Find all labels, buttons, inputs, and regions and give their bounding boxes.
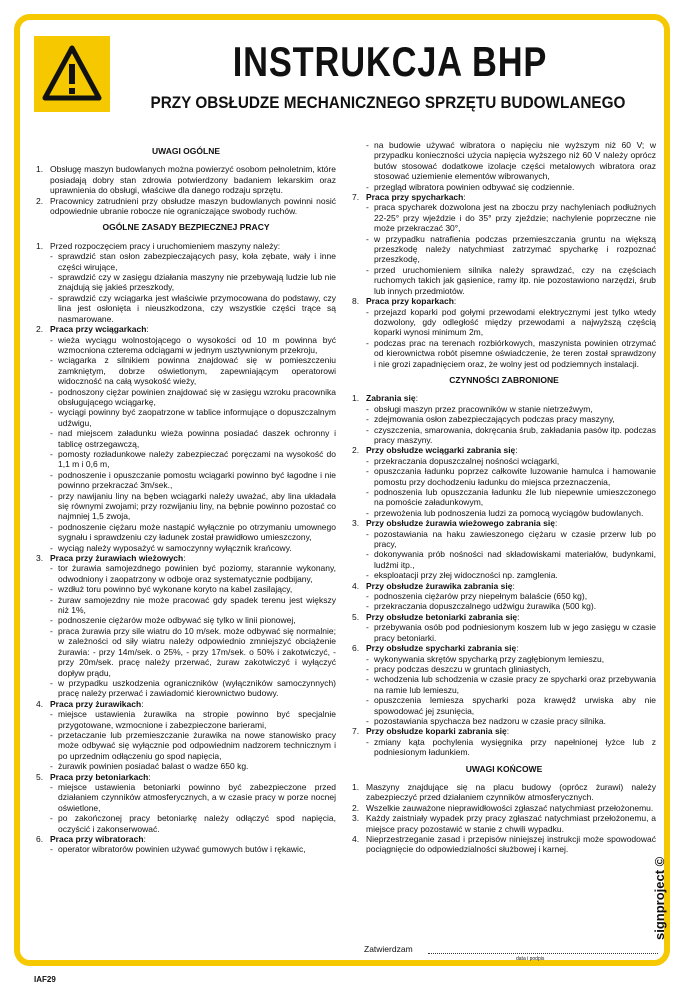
item-number: 1. xyxy=(352,781,360,792)
bullet-text: przed uruchomieniem silnika należy sprawdzać, czy na częściach ruchomych takich jak gąsienice, ramy itp. nie pozostawiono narzędzi, śrub lub innych przedmiotów. xyxy=(374,264,656,296)
bullet-dash: - xyxy=(50,334,53,345)
bullet-dash: - xyxy=(366,233,369,244)
bullet-dash: - xyxy=(50,677,53,688)
bullet-text: podnoszenie ciężarów może odbywać się tylko w linii pionowej, xyxy=(58,615,296,626)
item-body: : xyxy=(517,611,520,622)
list-item xyxy=(36,324,336,334)
item-heading: Praca przy wibratorach xyxy=(50,834,144,844)
bullet-dash: - xyxy=(366,424,369,435)
bullet-item xyxy=(366,456,656,466)
bullet-dash: - xyxy=(366,507,369,518)
right-column xyxy=(352,140,656,855)
bullet-text: podczas prac na terenach rozbiórkowych, maszynista powinien otrzymać od kierownictwa robót pisemne oświadczenie, że teren został sprawdzony i nie grozi zapadnięciem oraz, że wolny jest od podziemnych instalacji. xyxy=(374,337,656,369)
bullet-dash: - xyxy=(50,521,53,532)
list-item xyxy=(36,699,336,709)
list-item xyxy=(36,834,336,844)
bullet-text: przewożenia lub podnoszenia ludzi za pomocą wyciągów budowlanych. xyxy=(374,507,644,518)
bullet-text: nad miejscem załadunku wieża powinna posiadać daszek ochronny i tablicę ostrzegawczą, xyxy=(58,428,336,449)
document-code: IAF29 xyxy=(34,975,56,984)
bullet-text: podnoszony ciężar powinien znajdować się w zasięgu wzroku pracownika obsługującego wciągarkę, xyxy=(58,386,336,407)
bullet-text: żuraw samojezdny nie może pracować gdy spadek terenu jest większy niż 1%, xyxy=(58,594,336,616)
list-item xyxy=(352,726,656,736)
bullet-text: sprawdzić czy w zasięgu działania maszyny nie przebywają ludzie lub nie znajdują się jakieś przeszkody, xyxy=(58,272,336,293)
bullet-text: operator wibratorów powinien używać gumowych butów i rękawic, xyxy=(58,844,306,855)
item-number: 5. xyxy=(36,771,44,782)
item-text xyxy=(366,813,656,834)
section-heading: UWAGI OGÓLNE xyxy=(152,146,220,156)
bullet-item xyxy=(50,584,336,594)
item-number: 3. xyxy=(36,553,44,564)
bullet-dash: - xyxy=(366,414,369,425)
list-item xyxy=(352,782,656,803)
item-text xyxy=(50,699,336,709)
bullet-text: sprawdzić stan osłon zabezpieczających pasy, koła zębate, wały i inne części wirujące, xyxy=(58,251,336,272)
bullet-item xyxy=(50,449,336,470)
bullet-dash: - xyxy=(366,674,369,685)
bullet-text: praca żurawia przy sile wiatru do 10 m/sek. może odbywać się normalnie; w zależności od siły wiatru należy odpowiednio zmniejszyć obciążenie żurawia: - przy 14m/sek. o 25%, - przy 17m/sek. o 50% i zakotwiczyć, - przy 20m/sek. pracę należy przerwać, żuraw zakotwiczyć i wyłączyć dopływ prądu, xyxy=(58,625,336,678)
bullet-text: pracy podczas deszczu w gruntach gliniastych, xyxy=(374,663,551,674)
bullet-item xyxy=(366,508,656,518)
bullet-item xyxy=(50,626,336,678)
item-heading: Przy obsłudze wciągarki zabrania się xyxy=(366,445,516,456)
item-number: 4. xyxy=(352,834,360,844)
bullet-item xyxy=(50,470,336,491)
item-body: : xyxy=(183,553,186,564)
list-item xyxy=(36,241,336,251)
section-heading: OGÓLNE ZASADY BEZPIECZNEJ PRACY xyxy=(102,222,270,233)
bullet-dash: - xyxy=(50,563,53,574)
bullet-item xyxy=(50,522,336,543)
bullet-text: przebywania osób pod podniesionym koszem lub w jego zasięgu w czasie pracy betoniarki. xyxy=(374,622,656,643)
bullet-dash: - xyxy=(366,695,369,706)
bullet-text: miejsce ustawienia żurawika na stropie powinno być specjalnie przygotowane, wzmocnione i zabezpieczone barierami, xyxy=(58,709,336,730)
bullet-item xyxy=(50,251,336,272)
list-item xyxy=(352,192,656,202)
bullet-item xyxy=(50,272,336,293)
bullet-item xyxy=(366,182,656,192)
item-number: 6. xyxy=(36,834,44,844)
section-heading: CZYNNOŚCI ZABRONIONE xyxy=(449,374,559,385)
item-number: 4. xyxy=(36,698,44,709)
bullet-dash: - xyxy=(366,663,369,674)
bullet-text: eksploatacji przy złej widoczności np. zamglenia. xyxy=(374,570,558,581)
item-heading: Przy obsłudze żurawika zabrania się xyxy=(366,580,513,591)
item-body: Wszelkie zauważone nieprawidłowości zgłaszać natychmiast przełożonemu. xyxy=(366,802,654,813)
bullet-text: podnoszenia lub opuszczania ładunku źle lub niepewnie umieszczonego na pomoście załadunkowym, xyxy=(374,487,656,508)
bullet-dash: - xyxy=(366,653,369,664)
bullet-dash: - xyxy=(50,428,53,439)
list-item xyxy=(352,445,656,455)
item-text xyxy=(50,324,336,334)
bullet-text: wchodzenia lub schodzenia w czasie pracy ze spycharki oraz przebywania na ramie lub lemieszu, xyxy=(374,674,656,695)
bullet-item xyxy=(50,563,336,584)
bullet-text: w przypadku natrafienia podczas przemieszczania gruntu na większą przeszkodę należy natychmiast zatrzymać spycharkę i rozpoznać przeszkodę, xyxy=(374,233,656,265)
item-text xyxy=(366,612,656,622)
bullet-text: na budowie używać wibratora o napięciu nie wyższym niż 60 V; w przypadku konieczności użycia napięcia wyższego niż 60 V należy oprócz butów stosować dodatkowe izolacje części metalowych wibratora oraz stosować uziemienie elementów wibrowanych, xyxy=(374,140,656,182)
bullet-dash: - xyxy=(366,403,369,414)
left-column xyxy=(36,140,336,855)
item-body: : xyxy=(453,296,457,307)
bullet-text: przekraczania dopuszczalnego udźwigu żurawika (500 kg). xyxy=(374,601,597,612)
bullet-item xyxy=(50,730,336,761)
item-body: : xyxy=(512,580,515,591)
signature-label: Zatwierdzam xyxy=(364,944,413,954)
item-body: Obsługę maszyn budowlanych można powierzyć osobom pełnoletnim, które posiadają dobry stan zdrowia potwierdzony badaniem lekarskim oraz uprawnienia do obsługi, właściwe dla danego rodzaju sprzętu. xyxy=(50,164,336,196)
bullet-item xyxy=(50,615,336,625)
bullet-item xyxy=(50,355,336,386)
item-text xyxy=(366,643,656,653)
item-text xyxy=(366,726,656,736)
bullet-dash: - xyxy=(366,181,369,192)
item-heading: Przy obsłudze betoniarki zabrania się xyxy=(366,611,518,622)
item-body: : xyxy=(146,324,149,335)
item-text xyxy=(50,553,336,563)
bullet-dash: - xyxy=(50,625,53,636)
bullet-item xyxy=(50,813,336,834)
bullet-text: żurawik powinien posiadać balast o wadze 650 kg. xyxy=(58,761,249,772)
list-item xyxy=(36,196,336,217)
bullet-item xyxy=(50,761,336,771)
bullet-item xyxy=(50,293,336,324)
bullet-dash: - xyxy=(50,355,53,366)
item-body: : xyxy=(463,192,466,203)
bullet-text: sprawdzić czy wciągarka jest właściwie przymocowana do podstawy, czy lina jest osłonięta i nieuszkodzona, czy wszystkie części trące są nasmarowane. xyxy=(58,292,336,324)
bullet-item xyxy=(50,543,336,553)
bullet-dash: - xyxy=(50,729,53,740)
bullet-dash: - xyxy=(366,549,369,560)
bullet-text: zmiany kąta pochylenia wysięgnika przy napełnionej łyżce lub z podniesionym ładunkiem. xyxy=(374,736,656,758)
item-body: : xyxy=(415,393,418,404)
bullet-item xyxy=(366,737,656,758)
bullet-item xyxy=(366,234,656,265)
item-heading: Przy obsłudze koparki zabrania się xyxy=(366,726,507,737)
bullet-dash: - xyxy=(366,570,369,581)
bullet-item xyxy=(366,466,656,487)
bullet-text: podnoszenie i opuszczanie pomostu wciągarki powinno być łagodne i nie powinno przekraczać 3m/sek., xyxy=(58,469,336,491)
bullet-item xyxy=(366,654,656,664)
item-heading: Praca przy żurawikach xyxy=(50,698,142,709)
warning-triangle-icon xyxy=(42,44,102,104)
bullet-dash: - xyxy=(366,528,369,539)
bullet-text: miejsce ustawienia betoniarki powinno być zabezpieczone przed działaniem czynników atmosferycznych, a w czasie pracy w porze nocnej oświetlone, xyxy=(58,781,336,813)
bullet-text: podnoszenie ciężaru może nastąpić wyłącznie po otrzymaniu umownego sygnału i sprawdzeniu czy ładunek został prawidłowo umieszczony, xyxy=(58,521,336,543)
bullet-item xyxy=(366,622,656,643)
item-body: : xyxy=(554,518,558,529)
list-item xyxy=(352,518,656,528)
item-heading: Przy obsłudze żurawia wieżowego zabrania się xyxy=(366,518,555,529)
bullet-text: praca spycharek dozwolona jest na zboczu przy nachyleniach podłużnych 22-25° przy wjeździe i do 35° przy zjeździe; nachylenie poprzeczne nie może przekraczać 30°, xyxy=(374,202,656,234)
bullet-dash: - xyxy=(50,844,53,855)
bullet-dash: - xyxy=(50,386,53,397)
item-number: 7. xyxy=(352,726,360,737)
page-title: INSTRUKCJA BHP xyxy=(232,38,548,85)
item-body: Przed rozpoczęciem pracy i uruchomieniem maszyny należy: xyxy=(50,240,281,251)
item-text xyxy=(366,782,656,803)
bullet-text: pomosty rozładunkowe należy zabezpieczać poręczami na wysokość do 1,1 m i 0,6 m, xyxy=(58,448,336,470)
bullet-dash: - xyxy=(366,264,369,275)
bullet-dash: - xyxy=(50,761,53,772)
bullet-item xyxy=(366,404,656,414)
bullet-text: wzdłuż toru powinno być wykonane koryto na kabel zasilający, xyxy=(58,584,293,595)
bullet-text: zdejmowania osłon zabezpieczających podczas pracy maszyny, xyxy=(374,414,615,425)
bullet-dash: - xyxy=(50,542,53,553)
bullet-text: po zakończonej pracy betoniarkę należy odłączyć spod napięcia, oczyścić i zakonserwować. xyxy=(58,813,336,834)
item-number: 8. xyxy=(352,296,360,307)
bullet-text: opuszczania ładunku poprzez całkowite luzowanie hamulca i hamowanie pomostu przy dochodzeniu ładunku do miejsca przeznaczenia, xyxy=(374,466,656,487)
item-text xyxy=(50,241,336,251)
item-body: : xyxy=(143,834,146,844)
bullet-item xyxy=(366,140,656,182)
bullet-text: wieża wyciągu wolnostojącego o wysokości od 10 m powinna być wzmocniona czterema odciągami w jednym usztywnionym przekroju, xyxy=(58,334,336,355)
bullet-item xyxy=(366,414,656,424)
bullet-dash: - xyxy=(50,448,53,459)
bullet-item xyxy=(366,695,656,716)
item-body: : xyxy=(141,698,144,709)
bullet-text: obsługi maszyn przez pracowników w stanie nietrzeźwym, xyxy=(374,403,593,414)
bullet-dash: - xyxy=(50,709,53,720)
bullet-dash: - xyxy=(50,251,53,262)
bullet-dash: - xyxy=(50,490,53,501)
list-item xyxy=(352,813,656,834)
bullet-text: przegląd wibratora powinien odbywać się codziennie. xyxy=(374,181,575,192)
bullet-text: w przypadku uszkodzenia ograniczników (wyłączników samoczynnych) pracę należy przerwać i zawiadomić kierownictwo budowy. xyxy=(58,677,336,699)
bullet-item xyxy=(366,601,656,611)
item-text xyxy=(50,834,336,844)
item-body: Każdy zaistniały wypadek przy pracy zgłaszać natychmiast przełożonemu, a miejsce pracy pozostawić w stanie z chwili wypadku. xyxy=(366,813,656,834)
signature-line xyxy=(428,953,658,954)
item-heading: Przy obsłudze spycharki zabrania się xyxy=(366,643,517,654)
item-body: : xyxy=(148,771,151,782)
bullet-dash: - xyxy=(50,615,53,626)
bullet-text: wyciąg należy wyposażyć w samoczynny wyłącznik krańcowy. xyxy=(58,542,292,553)
bullet-dash: - xyxy=(366,140,369,150)
item-heading: Praca przy wciągarkach xyxy=(50,324,147,335)
bullet-dash: - xyxy=(50,292,53,303)
bullet-dash: - xyxy=(50,594,53,605)
bullet-item xyxy=(50,335,336,356)
bullet-dash: - xyxy=(50,272,53,283)
item-body: Pracownicy zatrudnieni przy obsłudze maszyn budowlanych powinni nosić odpowiednie ubranie robocze nie ograniczające swobody ruchów. xyxy=(50,195,336,217)
item-text xyxy=(366,445,656,455)
signature-block xyxy=(364,944,664,962)
bullet-dash: - xyxy=(366,736,369,747)
item-number: 5. xyxy=(352,611,360,622)
bullet-item xyxy=(366,265,656,296)
item-text xyxy=(366,518,656,528)
bullet-dash: - xyxy=(366,487,369,497)
item-number: 3. xyxy=(352,813,360,824)
item-number: 6. xyxy=(352,643,360,654)
bullet-dash: - xyxy=(50,469,53,480)
bullet-item xyxy=(50,491,336,522)
bullet-text: czyszczenia, smarowania, dokręcania śrub, zakładania pasów itp. podczas pracy maszyny. xyxy=(374,424,656,445)
bullet-dash: - xyxy=(366,455,369,466)
bullet-text: przy nawijaniu liny na bęben wciągarki należy uważać, aby lina układała się równymi zwojami; przy rozwijaniu liny, na bębnie powinno pozostać co najmniej 1,5 zwoja, xyxy=(58,490,336,522)
bullet-dash: - xyxy=(366,202,369,213)
bullet-dash: - xyxy=(366,337,369,348)
bullet-item xyxy=(366,570,656,580)
bullet-item xyxy=(366,307,656,338)
item-text xyxy=(50,772,336,782)
list-item xyxy=(352,612,656,622)
bullet-dash: - xyxy=(366,306,369,317)
item-heading: Praca przy koparkach xyxy=(366,296,454,307)
bullet-item xyxy=(366,487,656,508)
bullet-text: tor żurawia samojezdnego powinien być poziomy, starannie wykonany, odwodniony i zaopatrzony w odboje oraz systematycznie podbijany, xyxy=(58,563,336,584)
page-subtitle: PRZY OBSŁUDZE MECHANICZNEGO SPRZĘTU BUDOWLANEGO xyxy=(150,93,626,112)
list-item xyxy=(352,834,656,855)
bullet-item xyxy=(50,678,336,699)
bullet-item xyxy=(366,674,656,695)
item-text xyxy=(366,803,656,813)
bullet-text: przetaczanie lub przemieszczanie żurawika na nowe stanowisko pracy może odbywać się wyłącznie pod odpowiednim nadzorem technicznym i po uprzednim odłączeniu go spod napięcia, xyxy=(58,729,336,761)
item-heading: Zabrania się xyxy=(366,393,416,404)
brand-mark: signproject © xyxy=(652,856,667,940)
signature-caption: data i podpis xyxy=(516,956,545,962)
item-text xyxy=(366,192,656,202)
bullet-dash: - xyxy=(50,813,53,824)
item-heading: Praca przy spycharkach xyxy=(366,192,464,203)
warning-sign xyxy=(34,36,110,112)
bullet-item xyxy=(50,709,336,730)
item-number: 3. xyxy=(352,518,360,529)
item-body: : xyxy=(515,445,518,456)
item-number: 4. xyxy=(352,580,360,591)
section-heading: UWAGI KOŃCOWE xyxy=(465,763,543,774)
bullet-item xyxy=(50,844,336,854)
list-item xyxy=(352,581,656,591)
list-item xyxy=(352,803,656,813)
bullet-dash: - xyxy=(366,622,369,633)
bullet-text: wyciągi powinny być zaopatrzone w tablice informujące o dopuszczalnym udźwigu, xyxy=(58,407,336,428)
item-text xyxy=(50,196,336,217)
item-text xyxy=(50,164,336,195)
bullet-item xyxy=(50,782,336,813)
list-item xyxy=(36,164,336,195)
item-number: 7. xyxy=(352,192,360,203)
bullet-text: podnoszenia ciężarów przy niepełnym balaście (650 kg), xyxy=(374,591,588,602)
bullet-dash: - xyxy=(50,584,53,595)
item-text xyxy=(366,834,656,855)
item-number: 1. xyxy=(36,164,44,175)
bullet-text: przekraczania dopuszczalnej nośności wciągarki, xyxy=(374,455,560,466)
item-number: 2. xyxy=(352,802,360,813)
bullet-item xyxy=(50,595,336,616)
bullet-text: pozostawiania spychacza bez nadzoru w czasie pracy silnika. xyxy=(374,715,606,726)
item-number: 1. xyxy=(352,393,360,404)
bullet-item xyxy=(366,529,656,550)
bullet-item xyxy=(366,202,656,233)
bullet-item xyxy=(366,664,656,674)
bullet-text: wykonywania skrętów spycharką przy zagłębionym lemieszu, xyxy=(374,653,605,664)
bullet-item xyxy=(366,591,656,601)
bullet-item xyxy=(50,428,336,449)
bullet-item xyxy=(366,549,656,570)
bullet-item xyxy=(50,407,336,428)
bullet-text: wciągarka z silnikiem powinna znajdować się w pomieszczeniu zamkniętym, dobrze oświetlonym, zapewniającym operatorowi widoczność na całą wysokość wieży, xyxy=(58,355,336,387)
item-heading: Praca przy betoniarkach xyxy=(50,771,149,782)
item-body: : xyxy=(506,726,510,737)
list-item xyxy=(36,553,336,563)
item-text xyxy=(366,296,656,306)
bullet-dash: - xyxy=(366,715,369,726)
item-text xyxy=(366,393,656,403)
bullet-dash: - xyxy=(366,591,369,602)
bullet-dash: - xyxy=(366,601,369,612)
list-item xyxy=(352,393,656,403)
item-body: Maszyny znajdujące się na placu budowy (oprócz żurawi) należy zabezpieczyć przed działaniem czynników atmosferycznych. xyxy=(366,781,656,803)
item-number: 1. xyxy=(36,240,44,251)
item-number: 2. xyxy=(36,195,44,206)
bullet-text: dokonywania prób nośności nad składowiskami materiałów, budynkami, ludźmi itp., xyxy=(374,549,656,570)
bullet-text: pozostawiania na haku zawieszonego ciężaru w czasie przerw lub po pracy, xyxy=(374,528,656,550)
bullet-dash: - xyxy=(366,466,369,477)
list-item xyxy=(352,643,656,653)
bullet-dash: - xyxy=(50,781,53,792)
bullet-dash: - xyxy=(50,407,53,418)
item-number: 2. xyxy=(36,324,44,335)
bullet-item xyxy=(366,338,656,369)
list-item xyxy=(36,772,336,782)
bullet-item xyxy=(366,716,656,726)
item-heading: Praca przy żurawiach wieżowych xyxy=(50,553,184,564)
bullet-text: przejazd koparki pod gołymi przewodami elektrycznymi jest tylko wtedy dozwolony, gdy odległość między przewodami a najwyższą częścią koparki wynosi minimum 2m, xyxy=(374,306,656,338)
bullet-item xyxy=(366,425,656,446)
list-item xyxy=(352,296,656,306)
item-body: : xyxy=(516,643,519,654)
item-number: 2. xyxy=(352,445,360,456)
bullet-text: opuszczenia lemiesza spycharki poza krawędź urwiska aby nie spowodować jej zsunięcia, xyxy=(374,695,656,716)
item-text xyxy=(366,581,656,591)
bullet-item xyxy=(50,387,336,408)
item-body: Nieprzestrzeganie zasad i przepisów niniejszej instrukcji może spowodować pociągnięcie do odpowiedzialności służbowej i karnej. xyxy=(366,834,656,855)
